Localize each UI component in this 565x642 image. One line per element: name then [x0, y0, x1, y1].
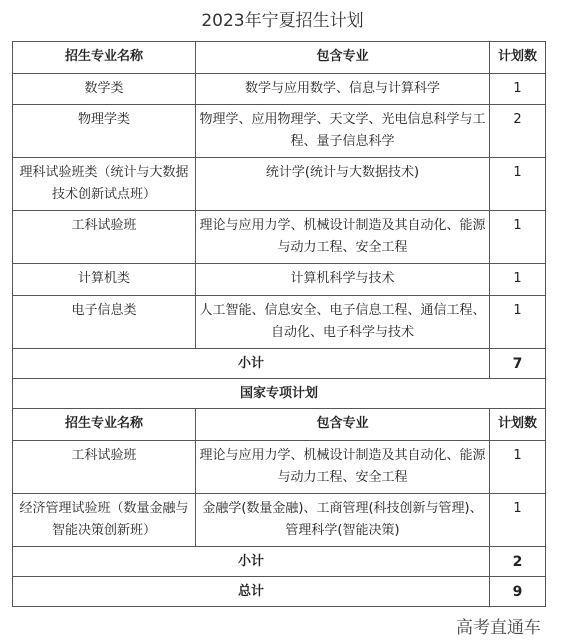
- table-row: [13, 158, 546, 211]
- header-cell: 包含专业: [196, 42, 490, 74]
- plan-count-cell: 1: [490, 441, 546, 494]
- table-row: [13, 296, 546, 349]
- major-category-cell: 电子信息类: [13, 296, 196, 349]
- total-label: 总计: [13, 577, 490, 607]
- section-title: 国家专项计划: [13, 379, 546, 409]
- major-category-cell: 数学类: [13, 74, 196, 105]
- subtotal-label: 小计: [13, 547, 490, 577]
- section-title-row: [13, 379, 546, 409]
- table-row: [13, 74, 546, 105]
- major-category-cell: 工科试验班: [13, 441, 196, 494]
- page-title: 2023年宁夏招生计划: [201, 11, 364, 31]
- subtotal-row: [13, 547, 546, 577]
- plan-count-cell: 1: [490, 296, 546, 349]
- header-row: [13, 409, 546, 441]
- subtotal-value: 2: [490, 547, 546, 577]
- plan-count-cell: 1: [490, 211, 546, 264]
- header-cell: 包含专业: [196, 409, 490, 441]
- included-majors-cell: 理论与应用力学、机械设计制造及其自动化、能源与动力工程、安全工程: [196, 441, 490, 494]
- total-value: 9: [490, 577, 546, 607]
- included-majors-cell: 计算机科学与技术: [196, 264, 490, 296]
- table-row: [13, 441, 546, 494]
- subtotal-value: 7: [490, 349, 546, 379]
- header-row: [13, 42, 546, 74]
- subtotal-row: [13, 349, 546, 379]
- included-majors-cell: 统计学(统计与大数据技术): [196, 158, 490, 211]
- subtotal-label: 小计: [13, 349, 490, 379]
- major-category-cell: 理科试验班类（统计与大数据技术创新试点班）: [13, 158, 196, 211]
- table-row: [13, 264, 546, 296]
- major-category-cell: 物理学类: [13, 105, 196, 158]
- plan-count-cell: 1: [490, 494, 546, 547]
- major-category-cell: 计算机类: [13, 264, 196, 296]
- included-majors-cell: 理论与应用力学、机械设计制造及其自动化、能源与动力工程、安全工程: [196, 211, 490, 264]
- enrollment-plan-table: [12, 41, 546, 607]
- table-row: [13, 105, 546, 158]
- plan-count-cell: 2: [490, 105, 546, 158]
- plan-count-cell: 1: [490, 74, 546, 105]
- included-majors-cell: 人工智能、信息安全、电子信息工程、通信工程、自动化、电子科学与技术: [196, 296, 490, 349]
- header-cell: 招生专业名称: [13, 409, 196, 441]
- watermark-text: 高考直通车: [456, 618, 541, 638]
- table-row: [13, 494, 546, 547]
- major-category-cell: 工科试验班: [13, 211, 196, 264]
- header-cell: 计划数: [490, 42, 546, 74]
- plan-count-cell: 1: [490, 264, 546, 296]
- header-cell: 招生专业名称: [13, 42, 196, 74]
- plan-count-cell: 1: [490, 158, 546, 211]
- header-cell: 计划数: [490, 409, 546, 441]
- included-majors-cell: 数学与应用数学、信息与计算科学: [196, 74, 490, 105]
- included-majors-cell: 物理学、应用物理学、天文学、光电信息科学与工程、量子信息科学: [196, 105, 490, 158]
- total-row: [13, 577, 546, 607]
- included-majors-cell: 金融学(数量金融)、工商管理(科技创新与管理)、管理科学(智能决策): [196, 494, 490, 547]
- major-category-cell: 经济管理试验班（数量金融与智能决策创新班）: [13, 494, 196, 547]
- table-row: [13, 211, 546, 264]
